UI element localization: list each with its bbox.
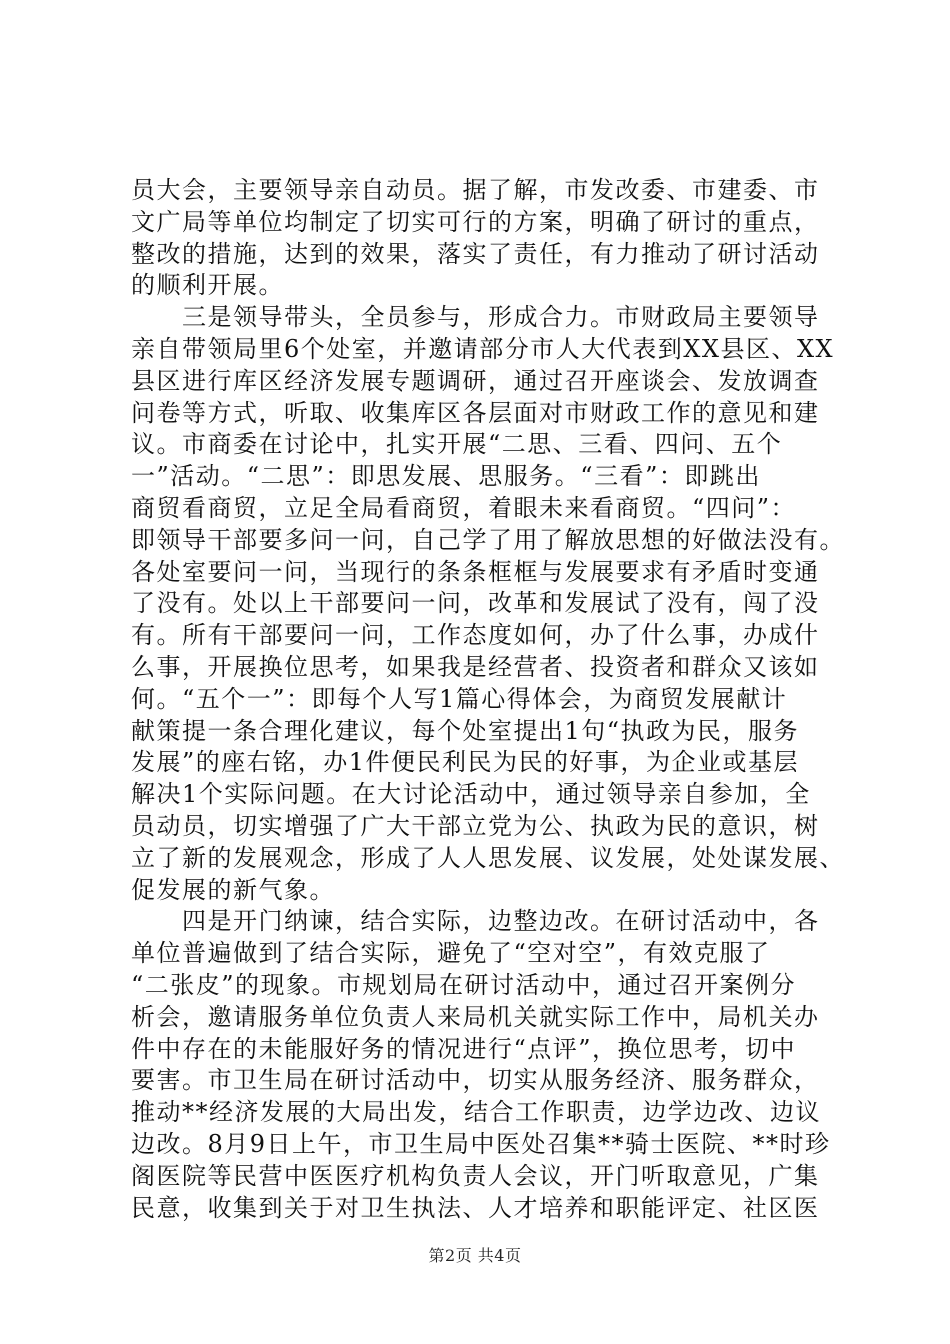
text-line: 促发展的新气象。: [131, 875, 335, 904]
text-line: 有。所有干部要问一问，工作态度如何，办了什么事，办成什: [131, 621, 820, 650]
text-line: 推动**经济发展的大局出发，结合工作职责，边学边改、边议: [131, 1098, 821, 1127]
text-line: 发展”的座右铭，办1件便民利民为民的好事，为企业或基层: [131, 748, 800, 777]
text-line: 县区进行库区经济发展专题调研，通过召开座谈会、发放调查: [131, 366, 820, 395]
text-line: 阁医院等民营中医医疗机构负责人会议，开门听取意见，广集: [131, 1161, 820, 1190]
text-line: 商贸看商贸，立足全局看商贸，着眼未来看商贸。“四问”：: [131, 493, 797, 522]
text-line: 献策提一条合理化建议，每个处室提出1句“执政为民，服务: [131, 716, 800, 745]
text-line: 民意，收集到关于对卫生执法、人才培养和职能评定、社区医: [131, 1193, 820, 1222]
text-line: 议。市商委在讨论中，扎实开展“二思、三看、四问、五个: [131, 430, 783, 459]
text-line: 员动员，切实增强了广大干部立党为公、执政为民的意识，树: [131, 811, 820, 840]
text-line: 何。“五个一”：即每个人写1篇心得体会，为商贸发展献计: [131, 684, 788, 713]
text-line: 整改的措施，达到的效果，落实了责任，有力推动了研讨活动: [131, 239, 820, 268]
text-line: 文广局等单位均制定了切实可行的方案，明确了研讨的重点，: [131, 207, 820, 236]
text-line: 的顺利开展。: [131, 271, 284, 300]
text-line: 析会，邀请服务单位负责人来局机关就实际工作中，局机关办: [131, 1002, 820, 1031]
text-line: 即领导干部要多问一问，自己学了用了解放思想的好做法没有。: [131, 525, 845, 554]
text-line: 么事，开展换位思考，如果我是经营者、投资者和群众又该如: [131, 652, 820, 681]
text-line: 了没有。处以上干部要问一问，改革和发展试了没有，闯了没: [131, 589, 820, 618]
text-line: “二张皮”的现象。市规划局在研讨活动中，通过召开案例分: [131, 970, 797, 999]
text-line: 问卷等方式，听取、收集库区各层面对市财政工作的意见和建: [131, 398, 820, 427]
text-line: 三是领导带头，全员参与，形成合力。市财政局主要领导: [131, 303, 820, 332]
text-line: 一”活动。“二思”：即思发展、思服务。“三看”：即跳出: [131, 462, 761, 491]
text-line: 亲自带领局里6个处室，并邀请部分市人大代表到XX县区、XX: [131, 334, 835, 363]
text-line: 边改。8月9日上午，市卫生局中医处召集**骑士医院、**时珍: [131, 1129, 831, 1158]
text-line: 解决1个实际问题。在大讨论活动中，通过领导亲自参加，全: [131, 780, 811, 809]
text-line: 四是开门纳谏，结合实际，边整边改。在研讨活动中，各: [131, 907, 820, 936]
text-line: 各处室要问一问，当现行的条条框框与发展要求有矛盾时变通: [131, 557, 820, 586]
page-number-footer: 第2页 共4页: [428, 1246, 522, 1265]
text-line: 要害。市卫生局在研讨活动中，切实从服务经济、服务群众，: [131, 1066, 820, 1095]
text-line: 员大会，主要领导亲自动员。据了解，市发改委、市建委、市: [131, 176, 820, 204]
text-line: 件中存在的未能服好务的情况进行“点评”，换位思考，切中: [131, 1034, 797, 1063]
body-text: [131, 175, 845, 1224]
text-line: 单位普遍做到了结合实际，避免了“空对空”，有效克服了: [131, 939, 771, 968]
text-line: 立了新的发展观念，形成了人人思发展、议发展，处处谋发展、: [131, 843, 845, 872]
